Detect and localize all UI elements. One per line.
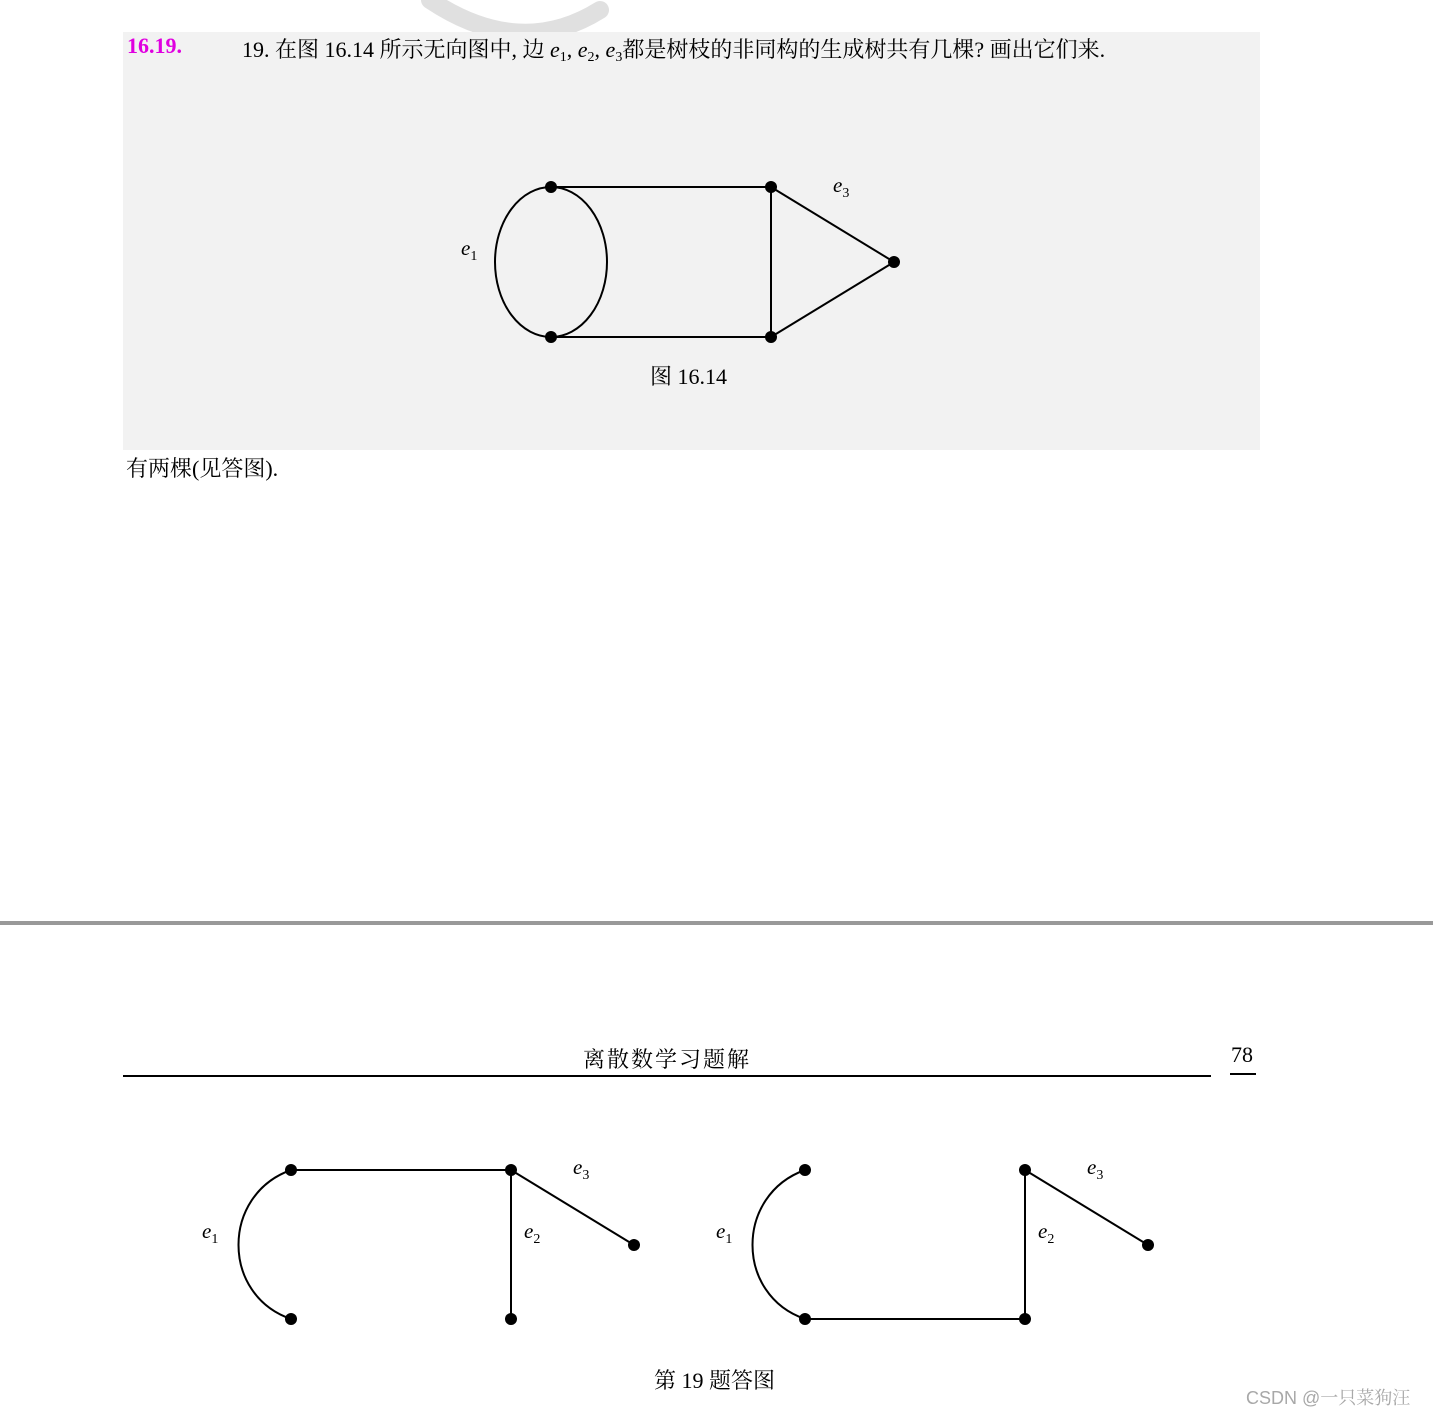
separator: , <box>566 37 578 62</box>
page-divider <box>0 921 1433 925</box>
edge-lower-diagonal <box>771 262 894 337</box>
spanning-tree-2 <box>716 1155 1154 1325</box>
vertex <box>888 256 900 268</box>
e3-edge <box>771 187 894 262</box>
separator: , <box>594 37 606 62</box>
figure-caption: 图 16.14 <box>650 364 728 389</box>
edge-sub: 1 <box>559 50 567 65</box>
vertex <box>765 331 777 343</box>
label-e3: $e_3$ <box>1087 1155 1104 1183</box>
vertex <box>505 1164 517 1176</box>
label-e1: $e_1$ <box>716 1219 733 1247</box>
running-header-title: 离散数学习题解 <box>583 1047 752 1072</box>
vertex <box>1019 1164 1031 1176</box>
problem-number: 16.19. <box>127 33 182 58</box>
vertex <box>1019 1313 1031 1325</box>
label-e1: $e_1$ <box>461 236 478 264</box>
label-e2: $e_2$ <box>524 1219 541 1247</box>
page-number-rule <box>1230 1073 1256 1075</box>
vertex <box>1142 1239 1154 1251</box>
running-header-rule <box>123 1075 1211 1077</box>
edge-sub: 2 <box>587 50 595 65</box>
vertex <box>799 1313 811 1325</box>
vertex <box>765 181 777 193</box>
graph-figure-16-14 <box>0 0 1433 450</box>
edge-sub: 3 <box>615 50 623 65</box>
vertex <box>285 1164 297 1176</box>
label-e3: $e_3$ <box>573 1155 590 1183</box>
label-e1: $e_1$ <box>202 1219 219 1247</box>
edge-letter: e <box>577 37 588 62</box>
vertex <box>545 331 557 343</box>
vertex <box>285 1313 297 1325</box>
vertex <box>505 1313 517 1325</box>
label-e3: $e_3$ <box>833 173 850 201</box>
question-suffix: 都是树枝的非同构的生成树共有几棵? 画出它们来. <box>622 37 1106 62</box>
page-number: 78 <box>1231 1042 1253 1067</box>
edge-letter: e <box>550 37 560 62</box>
credit-watermark: CSDN @一只菜狗汪 <box>1246 1388 1411 1408</box>
label-e2: $e_2$ <box>1038 1219 1055 1247</box>
answer-text: 有两棵(见答图). <box>126 456 279 481</box>
e1-loop-edge <box>495 187 607 337</box>
answer-figure <box>0 1100 1433 1410</box>
edge-letter: e <box>605 37 616 62</box>
e1-arc-edge <box>239 1170 292 1319</box>
vertex <box>628 1239 640 1251</box>
spanning-tree-1 <box>202 1155 640 1325</box>
question-prefix: 19. 在图 16.14 所示无向图中, 边 <box>242 37 551 62</box>
answer-figure-caption: 第 19 题答图 <box>654 1368 776 1393</box>
vertex <box>799 1164 811 1176</box>
e1-arc-edge <box>753 1170 806 1319</box>
vertex <box>545 181 557 193</box>
